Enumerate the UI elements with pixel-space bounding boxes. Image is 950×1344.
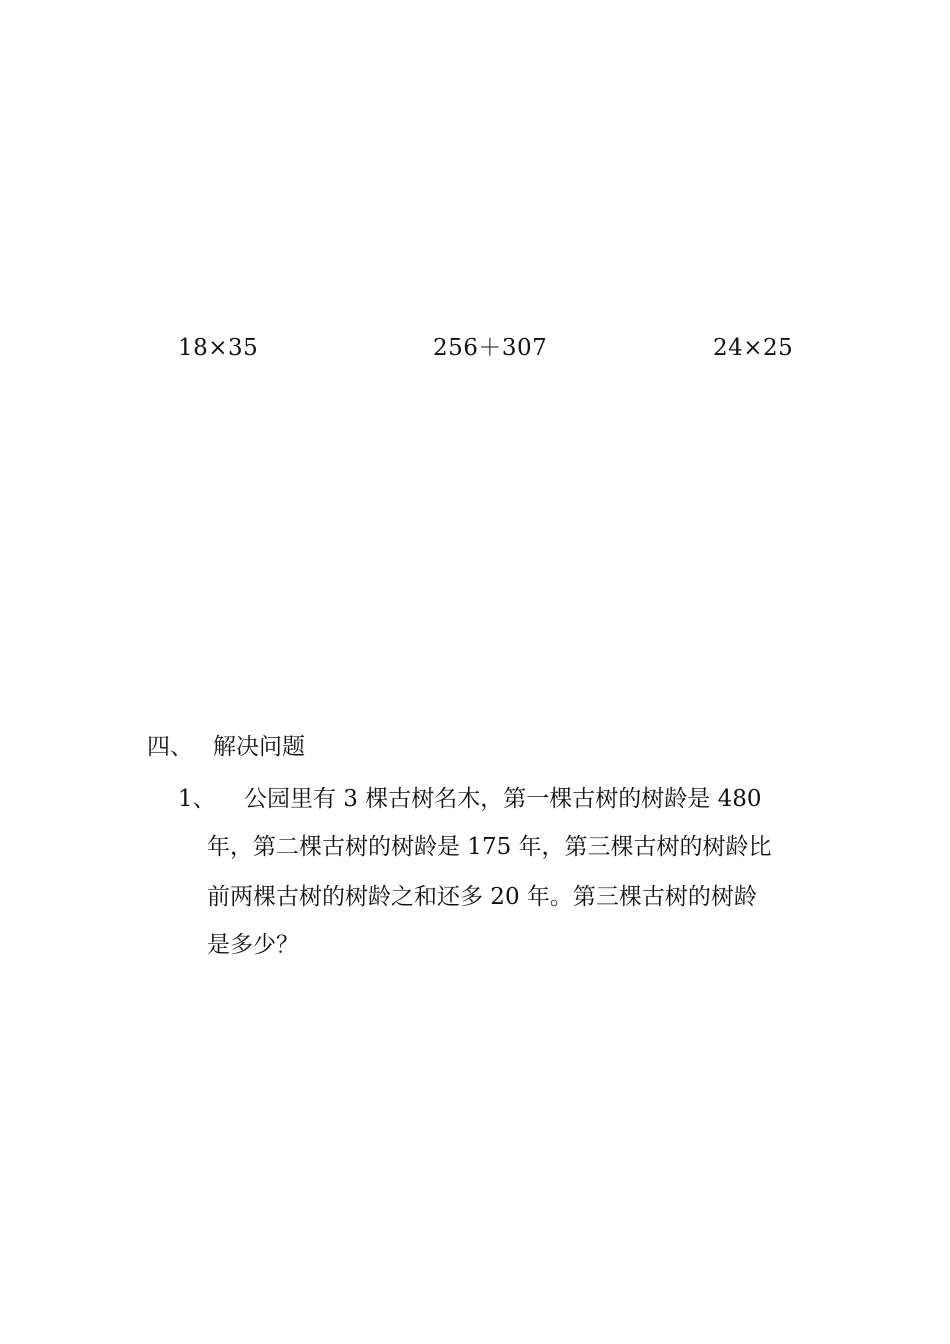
problem-text-line: 前两棵古树的树龄之和还多 20 年。第三棵古树的树龄	[207, 884, 757, 910]
section-number: 四、	[147, 734, 193, 760]
problem-number: 1、	[178, 786, 216, 812]
section-title: 解决问题	[213, 734, 305, 760]
problem-text-line: 年，第二棵古树的树龄是 175 年，第三棵古树的树龄比	[207, 834, 772, 860]
calculation-item: 256＋307	[433, 335, 548, 361]
section-heading	[147, 730, 305, 764]
calculation-item: 24×25	[713, 335, 794, 361]
calculation-item: 18×35	[178, 335, 259, 361]
problem-text-line: 公园里有 3 棵古树名木，第一棵古树的树龄是 480	[244, 786, 762, 812]
problem-text-line: 是多少？	[207, 932, 299, 958]
